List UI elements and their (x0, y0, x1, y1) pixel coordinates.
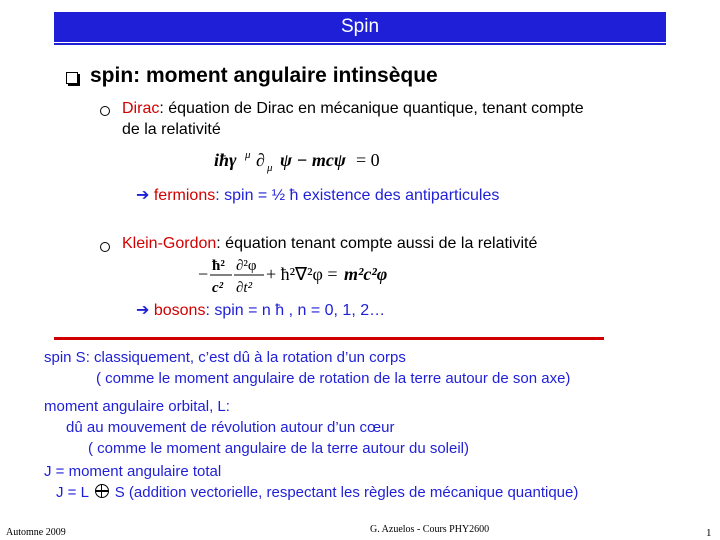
slide-title-bar (54, 12, 666, 42)
circle-bullet-icon (100, 242, 110, 252)
bosons-term: bosons (153, 302, 206, 319)
dirac-text-2: de la relativité (122, 121, 221, 138)
svg-text:m²c²φ: m²c²φ (344, 264, 388, 284)
main-heading: spin: moment angulaire intinsèque (90, 64, 438, 87)
svg-text:−: − (198, 264, 209, 284)
total-line-1: J = moment angulaire total (44, 463, 222, 480)
spin-s-line-2: ( comme le moment angulaire de rotation de la terre autour de son axe) (96, 370, 571, 387)
klein-description (122, 233, 537, 254)
klein-term: Klein-Gordon (122, 235, 217, 252)
klein-conclusion (136, 300, 385, 321)
svg-text:∂t²: ∂t² (236, 280, 253, 296)
dirac-equation (210, 146, 390, 174)
title-underline (54, 43, 666, 45)
orbital-line-1: moment angulaire orbital, L: (44, 398, 230, 415)
svg-text:ħ²: ħ² (212, 258, 225, 274)
spin-s-line-1: spin S: classiquement, c’est dû à la rotation d’un corps (44, 349, 406, 366)
arrow-right-icon: ➔ (136, 187, 150, 204)
svg-text:+ ħ²∇²φ =: + ħ²∇²φ = (266, 264, 338, 284)
total-block (44, 461, 578, 503)
section-divider (54, 337, 604, 340)
svg-text:= 0: = 0 (356, 150, 380, 170)
svg-text:ψ − mcψ: ψ − mcψ (280, 150, 346, 170)
klein-text: : équation tenant compte aussi de la relativité (216, 235, 538, 252)
bosons-text: : spin = n ħ , n = 0, 1, 2… (205, 302, 386, 319)
svg-text:∂²φ: ∂²φ (236, 258, 257, 274)
arrow-right-icon: ➔ (136, 302, 150, 319)
dirac-conclusion (136, 185, 499, 206)
dirac-description (122, 98, 682, 140)
footer-date: Automne 2009 (6, 527, 66, 538)
orbital-line-3: ( comme le moment angulaire de la terre autour du soleil) (88, 440, 470, 457)
svg-text:∂: ∂ (256, 150, 265, 170)
dirac-text: : équation de Dirac en mécanique quantique, tenant compte (159, 100, 584, 117)
svg-text:c²: c² (212, 280, 224, 296)
page-number: 1 (706, 527, 712, 539)
fermions-text: : spin = ½ ħ existence des antiparticules (215, 187, 500, 204)
orbital-block (44, 396, 469, 459)
orbital-line-2: dû au mouvement de révolution autour d’un cœur (66, 419, 395, 436)
svg-text:μ: μ (267, 162, 273, 174)
spin-s-block (44, 347, 570, 389)
circle-bullet-icon (100, 106, 110, 116)
klein-equation (196, 252, 396, 298)
total-line-2b: S (addition vectorielle, respectant les règles de mécanique quantique) (114, 484, 579, 501)
total-line-2a: J = L (56, 484, 89, 501)
footer-course: G. Azuelos - Cours PHY2600 (370, 524, 490, 535)
svg-text:μ: μ (245, 149, 251, 161)
circled-plus-icon (95, 484, 109, 498)
square-bullet-icon (66, 72, 78, 84)
fermions-term: fermions (153, 187, 216, 204)
svg-text:iħγ: iħγ (214, 150, 237, 170)
dirac-term: Dirac (122, 100, 160, 117)
slide-title: Spin (340, 16, 380, 37)
